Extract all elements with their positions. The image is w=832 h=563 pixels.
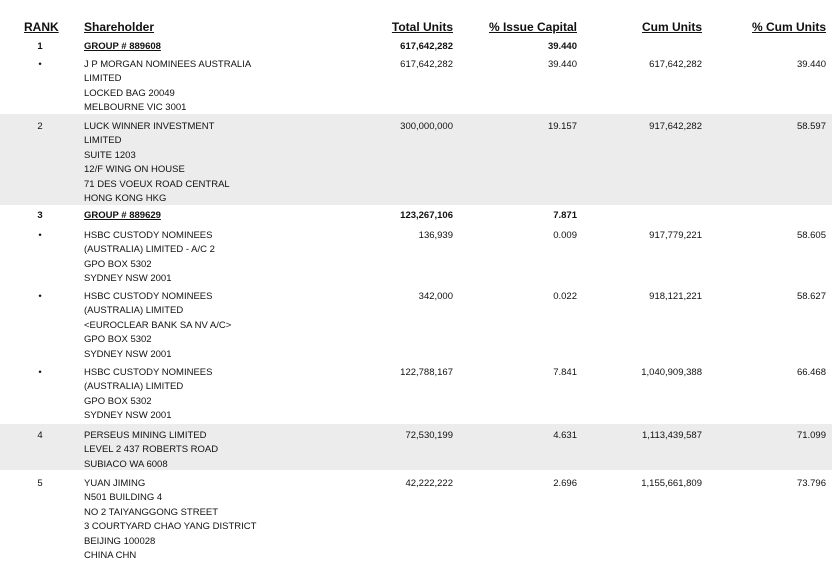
address-line: SYDNEY NSW 2001 xyxy=(84,273,172,285)
header-cum-units: Cum Units xyxy=(642,20,702,34)
address-line: SYDNEY NSW 2001 xyxy=(84,410,172,422)
table-row-block xyxy=(0,470,832,562)
address-line: <EUROCLEAR BANK SA NV A/C> xyxy=(84,319,232,331)
cum-units: 617,642,282 xyxy=(649,59,702,70)
cum-units: 918,121,221 xyxy=(649,291,702,302)
header-shareholder: Shareholder xyxy=(84,20,155,34)
address-line: GPO BOX 5302 xyxy=(84,334,152,346)
issue-capital-pct: 4.631 xyxy=(553,430,577,441)
header-total-units: Total Units xyxy=(391,20,453,34)
address-line: LIMITED xyxy=(84,73,122,85)
cum-units: 1,155,661,809 xyxy=(641,478,702,489)
address-line: GPO BOX 5302 xyxy=(84,395,152,407)
shareholder-address xyxy=(84,290,231,362)
cum-units: 1,113,439,587 xyxy=(641,430,702,441)
group-total-units: 123,267,106 xyxy=(400,210,453,221)
address-line: (AUSTRALIA) LIMITED xyxy=(84,305,184,317)
entry-rank: • xyxy=(38,59,42,70)
address-line: (AUSTRALIA) LIMITED - A/C 2 xyxy=(84,244,215,256)
cum-units-pct: 66.468 xyxy=(796,367,826,378)
total-units: 42,222,222 xyxy=(405,478,453,489)
address-line: GPO BOX 5302 xyxy=(84,258,152,270)
cum-units-pct: 58.627 xyxy=(796,291,826,302)
header-issue-capital: % Issue Capital xyxy=(488,20,577,34)
address-line: HSBC CUSTODY NOMINEES xyxy=(84,291,213,302)
table-row-block xyxy=(0,36,832,114)
address-line: N501 BUILDING 4 xyxy=(84,492,163,504)
address-line: NO 2 TAIYANGGONG STREET xyxy=(84,506,219,518)
address-line: CHINA CHN xyxy=(84,550,137,562)
table-row-block xyxy=(0,114,832,205)
address-line: HONG KONG HKG xyxy=(84,193,167,205)
address-line: 12/F WING ON HOUSE xyxy=(84,164,185,176)
address-line: J P MORGAN NOMINEES AUSTRALIA xyxy=(84,59,252,70)
shareholder-address xyxy=(84,120,230,206)
address-line: BEIJING 100028 xyxy=(84,535,156,547)
shareholder-address xyxy=(84,58,251,116)
address-line: SUITE 1203 xyxy=(84,149,136,161)
total-units: 300,000,000 xyxy=(400,121,453,132)
entry-rank: 4 xyxy=(37,430,43,441)
cum-units-pct: 71.099 xyxy=(796,430,826,441)
group-issue-capital: 39.440 xyxy=(547,41,577,52)
entry-rank: 2 xyxy=(37,121,43,132)
group-label: GROUP # 889629 xyxy=(84,210,161,221)
issue-capital-pct: 0.022 xyxy=(553,291,577,302)
cum-units-pct: 73.796 xyxy=(796,478,826,489)
address-line: SYDNEY NSW 2001 xyxy=(84,348,172,360)
header-rank: RANK xyxy=(24,20,59,34)
entry-rank: • xyxy=(38,367,42,378)
group-issue-capital: 7.871 xyxy=(553,210,577,221)
address-line: HSBC CUSTODY NOMINEES xyxy=(84,230,213,241)
address-line: 71 DES VOEUX ROAD CENTRAL xyxy=(84,178,230,190)
header-cum-pct: % Cum Units xyxy=(751,20,826,34)
table-row-block xyxy=(0,424,832,470)
address-line: 3 COURTYARD CHAO YANG DISTRICT xyxy=(84,521,257,533)
table-row-block xyxy=(0,205,832,424)
address-line: LEVEL 2 437 ROBERTS ROAD xyxy=(84,444,219,456)
address-line: LIMITED xyxy=(84,135,122,147)
address-line: LOCKED BAG 20049 xyxy=(84,87,175,99)
group-rank: 1 xyxy=(37,41,43,52)
group-label: GROUP # 889608 xyxy=(84,41,161,52)
shareholder-address xyxy=(84,429,218,472)
entry-rank: • xyxy=(38,291,42,302)
shareholder-address xyxy=(84,477,256,563)
total-units: 122,788,167 xyxy=(400,367,453,378)
address-line: MELBOURNE VIC 3001 xyxy=(84,102,187,114)
shareholder-address xyxy=(84,229,215,287)
address-line: PERSEUS MINING LIMITED xyxy=(84,430,207,441)
cum-units-pct: 58.597 xyxy=(796,121,826,132)
group-rank: 3 xyxy=(37,210,43,221)
issue-capital-pct: 39.440 xyxy=(547,59,577,70)
cum-units-pct: 39.440 xyxy=(796,59,826,70)
cum-units-pct: 58.605 xyxy=(796,230,826,241)
cum-units: 917,642,282 xyxy=(649,121,702,132)
issue-capital-pct: 19.157 xyxy=(547,121,577,132)
address-line: YUAN JIMING xyxy=(84,478,146,489)
total-units: 617,642,282 xyxy=(400,59,453,70)
address-line: HSBC CUSTODY NOMINEES xyxy=(84,367,213,378)
group-total-units: 617,642,282 xyxy=(400,41,453,52)
shareholder-address xyxy=(84,366,212,424)
issue-capital-pct: 7.841 xyxy=(553,367,577,378)
address-line: (AUSTRALIA) LIMITED xyxy=(84,381,184,393)
total-units: 342,000 xyxy=(418,291,453,302)
entry-rank: 5 xyxy=(37,478,43,489)
total-units: 72,530,199 xyxy=(405,430,453,441)
issue-capital-pct: 2.696 xyxy=(553,478,577,489)
cum-units: 917,779,221 xyxy=(649,230,702,241)
entry-rank: • xyxy=(38,230,42,241)
issue-capital-pct: 0.009 xyxy=(553,230,577,241)
total-units: 136,939 xyxy=(418,230,453,241)
cum-units: 1,040,909,388 xyxy=(641,367,702,378)
address-line: SUBIACO WA 6008 xyxy=(84,458,168,470)
address-line: LUCK WINNER INVESTMENT xyxy=(84,121,215,132)
